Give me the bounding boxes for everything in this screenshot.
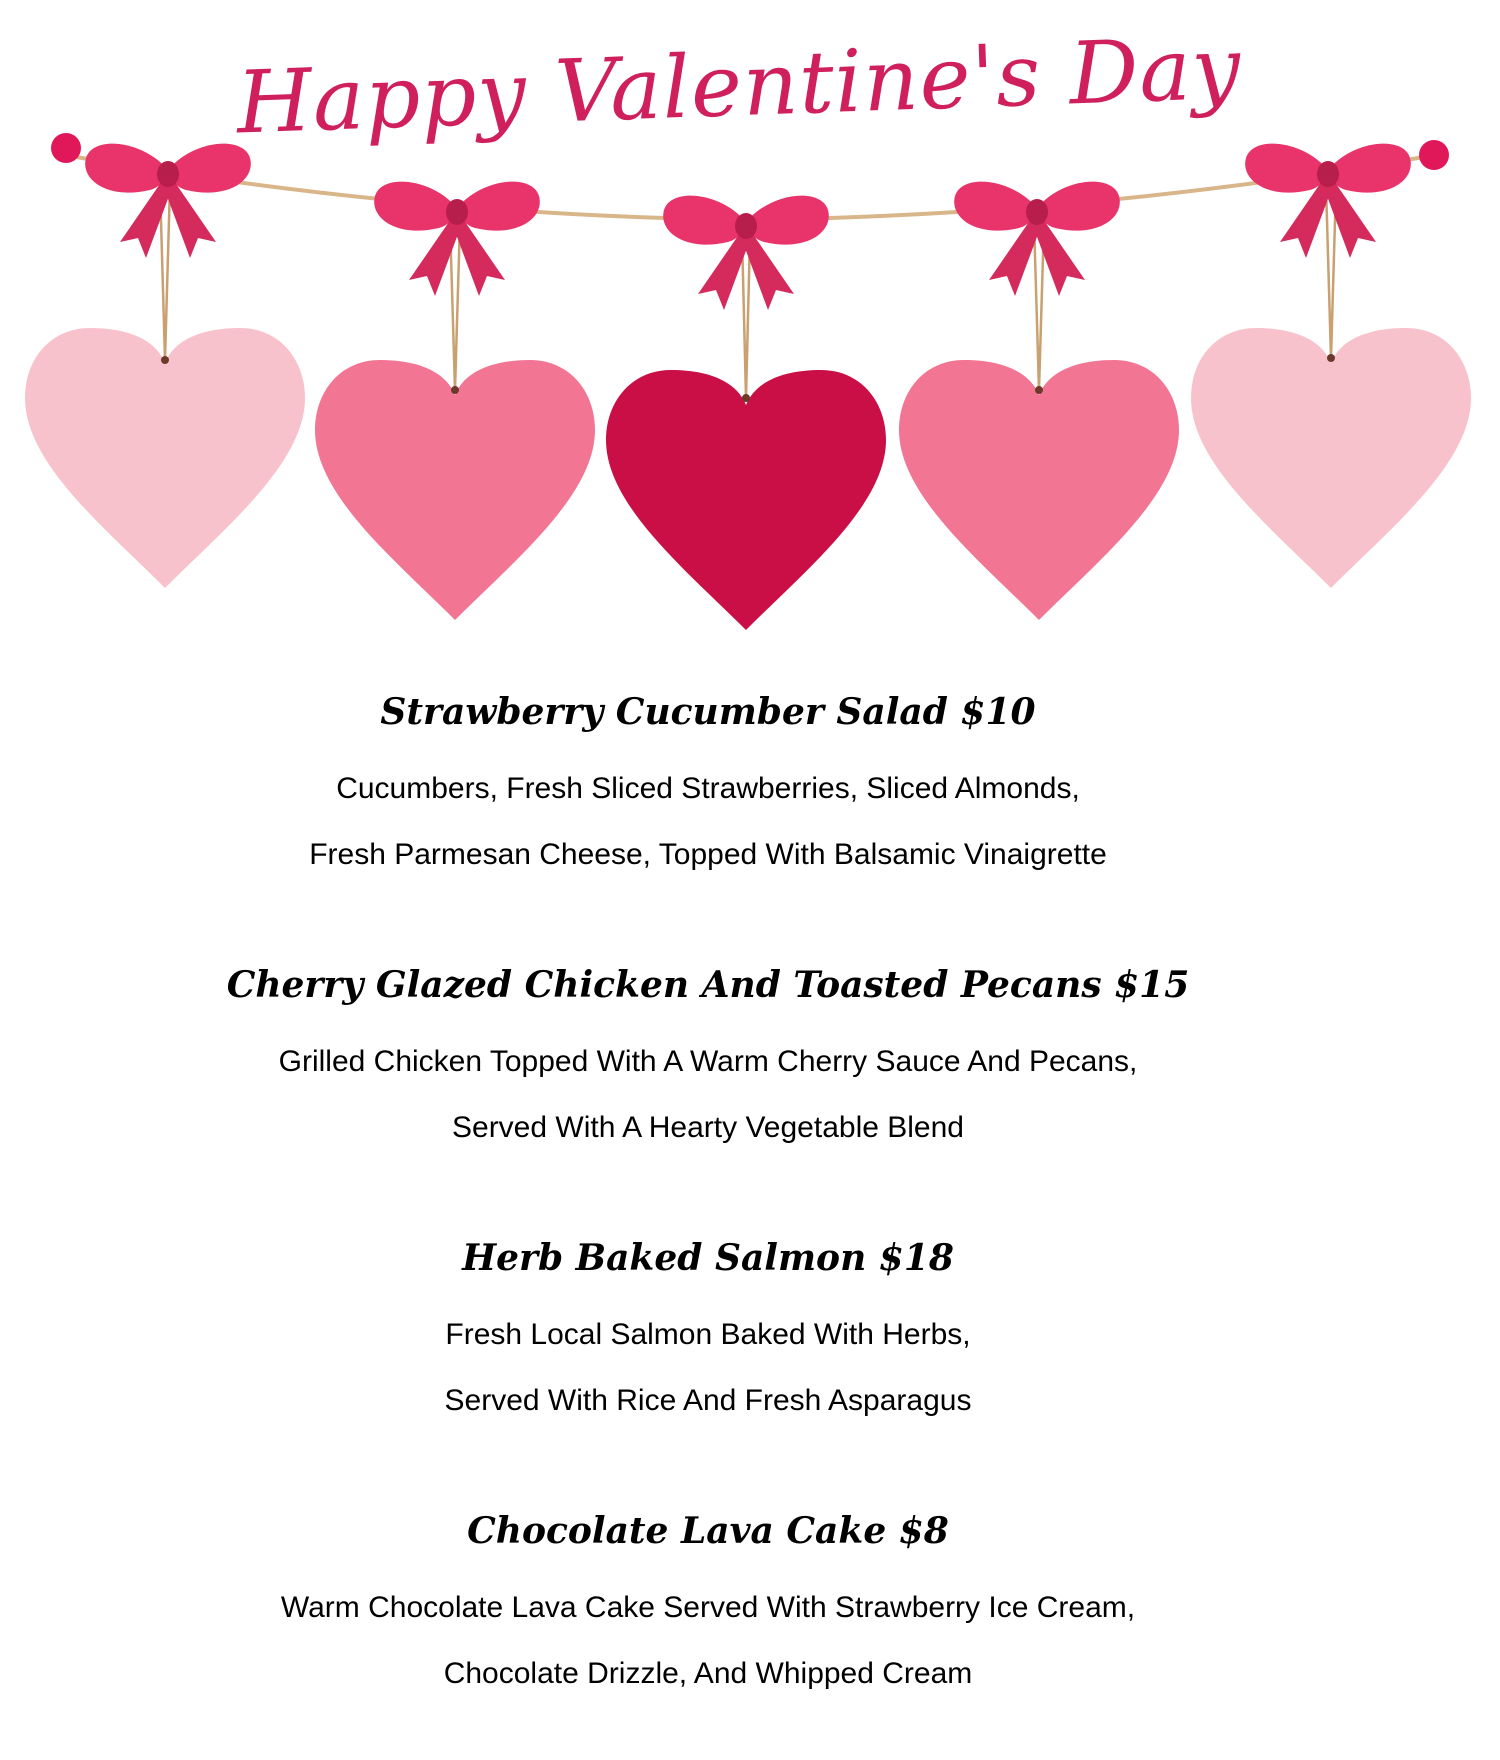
menu-item-title: Strawberry Cucumber Salad $10 [380, 691, 1036, 733]
menu-item-description-line: Warm Chocolate Lava Cake Served With Strawberry Ice Cream, [280, 1591, 1136, 1624]
garland-string [65, 155, 1435, 220]
hanging-heart-2 [315, 182, 595, 620]
banner-title: Happy Valentine's Day [235, 18, 1243, 154]
menu-item-description-line: Fresh Parmesan Cheese, Topped With Balsamic Vinaigrette [309, 838, 1107, 871]
menu-item-title: Herb Baked Salmon $18 [462, 1237, 954, 1279]
menu [0, 690, 1416, 1707]
menu-item-description-line: Grilled Chicken Topped With A Warm Cherry Sauce And Pecans, [278, 1045, 1138, 1078]
garland-end-left [51, 133, 81, 163]
hanging-heart-1 [25, 144, 305, 588]
garland-end-right [1419, 140, 1449, 170]
hanging-heart-5 [1191, 144, 1471, 588]
menu-item-title: Chocolate Lava Cake $8 [467, 1510, 949, 1552]
hanging-heart-3 [606, 196, 886, 630]
menu-item-description-line: Cucumbers, Fresh Sliced Strawberries, Sliced Almonds, [336, 772, 1080, 805]
menu-item-description-line: Chocolate Drizzle, And Whipped Cream [443, 1657, 973, 1690]
valentine-banner [0, 0, 1500, 650]
menu-item-description-line: Served With Rice And Fresh Asparagus [444, 1384, 972, 1417]
menu-item [0, 963, 1416, 1161]
menu-item [0, 1236, 1416, 1434]
menu-item [0, 690, 1416, 888]
menu-item [0, 1509, 1416, 1707]
hanging-heart-4 [899, 182, 1179, 620]
menu-item-description-line: Fresh Local Salmon Baked With Herbs, [445, 1318, 971, 1351]
menu-item-description-line: Served With A Hearty Vegetable Blend [452, 1111, 964, 1144]
menu-item-title: Cherry Glazed Chicken And Toasted Pecans $15 [226, 964, 1190, 1006]
